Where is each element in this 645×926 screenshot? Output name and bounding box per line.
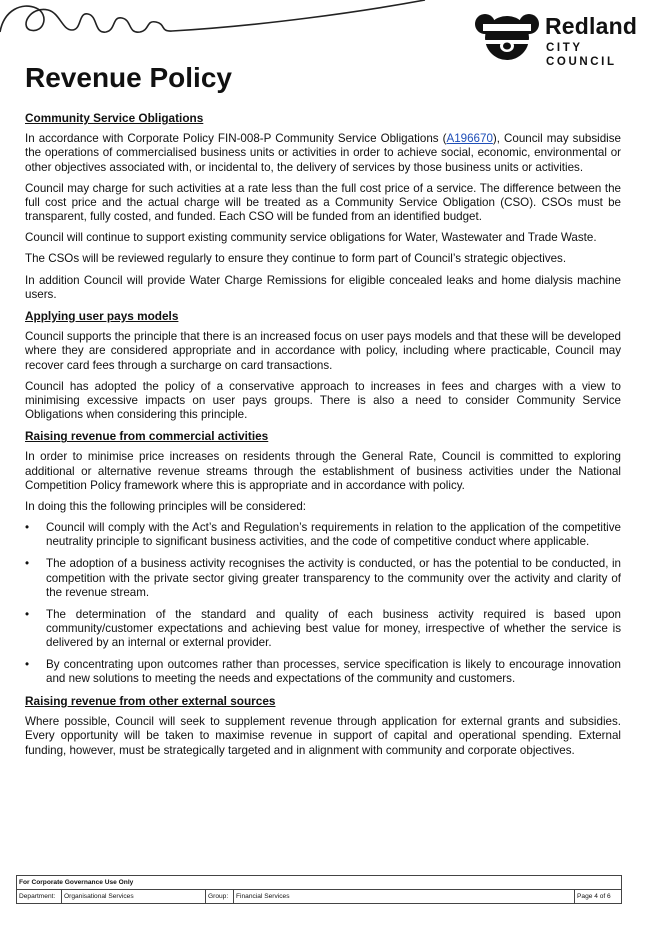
footer-heading: For Corporate Governance Use Only: [17, 876, 622, 890]
cso-paragraph-4: The CSOs will be reviewed regularly to ensure they continue to form part of Council’s strategic objectives.: [25, 252, 567, 266]
external-paragraph-1: Where possible, Council will seek to supplement revenue through application for external grants and subsidies. Every opportunity will be taken to maximise revenue in support of capital and operational spending. External funding, however, must be strategically targeted and in alignment with community and corporate objectives.: [25, 715, 621, 757]
section-heading-external: Raising revenue from other external sources: [25, 694, 276, 709]
cso-p1-text-before: In accordance with Corporate Policy FIN-008-P Community Service Obligations (: [25, 132, 447, 145]
bullet-icon: •: [25, 657, 30, 671]
list-item: [25, 557, 621, 600]
org-subtitle: CITY COUNCIL: [546, 42, 617, 68]
cso-paragraph-5: In addition Council will provide Water Charge Remissions for eligible concealed leaks and home dialysis machine users.: [25, 273, 621, 301]
section-heading-cso: Community Service Obligations: [25, 111, 204, 125]
user-pays-paragraph-1: Council supports the principle that there is an increased focus on user pays models and that these will be developed where they are considered appropriate and in accordance with policy, including where practicable, Council may recover card fees through a surcharge on card transactions.: [25, 329, 621, 372]
commercial-paragraph-1: In order to minimise price increases on residents through the General Rate, Council is committed to exploring additional or alternative revenue streams through the establishment of business activities under the National Competition Policy framework where this is appropriate and in accordance with policy.: [25, 450, 621, 492]
bullet-icon: •: [25, 521, 30, 535]
cso-p1-text-after: ), Council may subsidise the operations of commercialised business units or activities in order to achieve social, economic, environmental or other objectives associated with, or incidental to, the delivery of services by those business units or activities.: [25, 132, 621, 174]
list-item: [25, 658, 621, 687]
policy-body: [25, 111, 621, 765]
user-pays-paragraph-2: Council has adopted the policy of a conservative approach to increases in fees and charges with a view to minimising excessive impacts on user pays groups. There is also a need to consider Community Service Obligations when considering this principle.: [25, 379, 621, 422]
cso-paragraph-1: [25, 132, 621, 175]
principles-list: [25, 521, 621, 686]
group-label: Group:: [206, 890, 234, 904]
page-title: Revenue Policy: [25, 62, 232, 93]
list-item-text: The determination of the standard and quality of each business activity required is based upon community/customer expectations and achieving best value for money, irrespective of whether the service is delivered by an internal or external provider.: [46, 607, 621, 650]
list-item-text: By concentrating upon outcomes rather than processes, service specification is likely to encourage innovation and new solutions to meeting the needs and expectations of the community and customers.: [46, 657, 621, 686]
bullet-icon: •: [25, 557, 30, 571]
redland-city-council-logo: [475, 10, 640, 68]
section-heading-user-pays: Applying user pays models: [25, 308, 179, 323]
commercial-paragraph-2: In doing this the following principles will be considered:: [25, 500, 306, 514]
page-number: Page 4 of 6: [575, 890, 622, 904]
cso-paragraph-3: Council will continue to support existing community service obligations for Water, Wastewater and Trade Waste.: [25, 231, 597, 245]
org-name: Redland: [545, 13, 638, 39]
governance-footer-table: [16, 875, 622, 904]
list-item-text: The adoption of a business activity recognises the activity is conducted, or has the potential to be conducted, in competition with the private sector giving greater transparency to the community over the activity and clarity of the revenue stream.: [46, 557, 621, 599]
department-value: Organisational Services: [62, 890, 206, 904]
section-heading-commercial: Raising revenue from commercial activities: [25, 429, 269, 444]
policy-reference-link[interactable]: A196670: [446, 132, 493, 145]
koala-icon: [475, 12, 539, 60]
group-value: Financial Services: [234, 890, 575, 904]
list-item-text: Council will comply with the Act’s and Regulation’s requirements in relation to the application of the competitive neutrality principle to significant business activities, and the code of competitive conduct where applicable.: [46, 521, 621, 549]
department-label: Department:: [17, 890, 62, 904]
cso-paragraph-2: Council may charge for such activities at a rate less than the full cost price of a service. The difference between the full cost price and the actual charge will be treated as a Community Service Obligation (CSO). CSOs must be transparent, fully costed, and funded. Each CSO will be funded from an identified budget.: [25, 181, 621, 224]
bullet-icon: •: [25, 607, 30, 621]
list-item: [25, 521, 621, 550]
list-item: [25, 608, 621, 651]
